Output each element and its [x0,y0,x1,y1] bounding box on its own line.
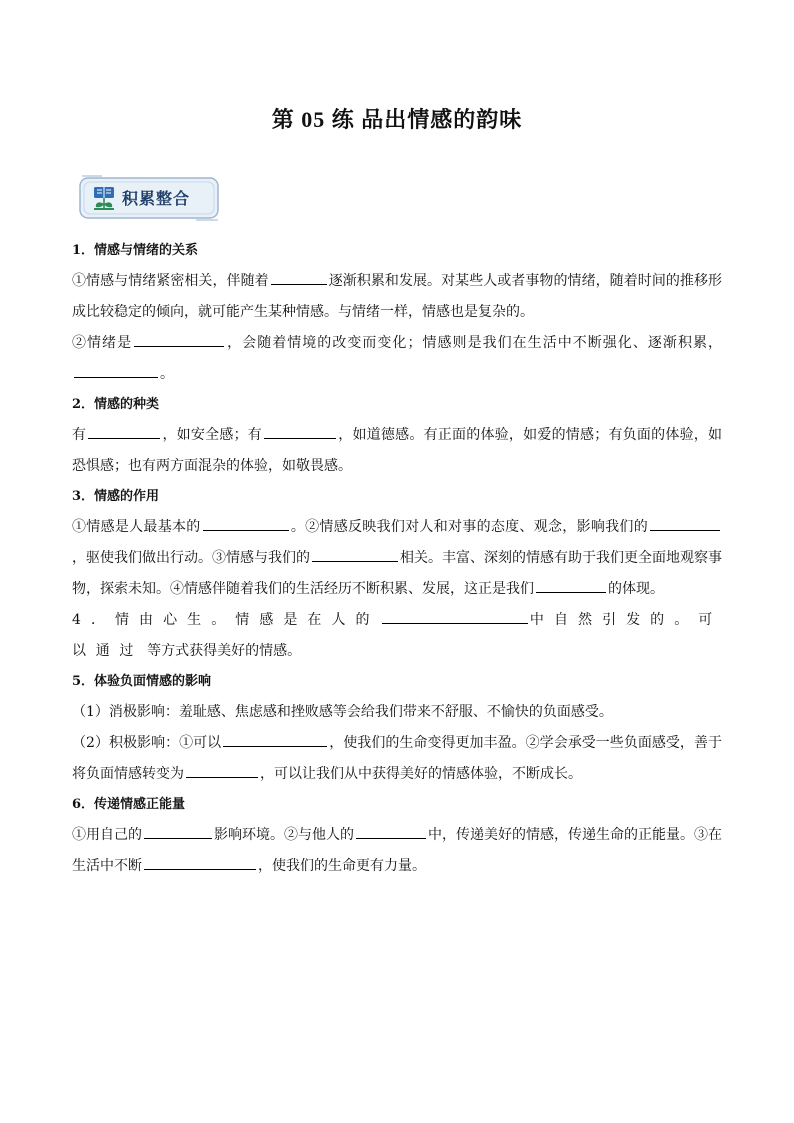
paragraph: ①情感是人最基本的 。②情感反映我们对人和对事的态度、观念，影响我们的，驱使我们做出行动。③情感与我们的 相关。丰富、深刻的情感有助于我们更全面地观察事物，探索未知。④情感伴随着我们的生活经历不断积累、发展，这正是我们 的体现。 [72,512,722,605]
fill-blank[interactable] [223,732,327,747]
worksheet-content [72,236,722,882]
fill-blank[interactable] [134,332,224,347]
paragraph: 4．情由心生。情感是在人的 中自然引发的。可以通过 等方式获得美好的情感。 [72,605,722,667]
paragraph: （2）积极影响：①可以 ，使我们的生命变得更加丰盈。②学会承受一些负面感受，善于将负面情感转变为 ，可以让我们从中获得美好的情感体验，不断成长。 [72,728,722,790]
fill-blank[interactable] [356,824,426,839]
badge-label: 积累整合 [122,189,191,208]
fill-blank[interactable] [144,824,212,839]
fill-blank[interactable] [264,424,336,439]
fill-blank[interactable] [74,363,158,378]
page-title: 第 05 练 品出情感的韵味 [271,107,523,132]
fill-blank[interactable] [650,516,720,531]
fill-blank[interactable] [536,578,606,593]
paragraph: ②情绪是 ，会随着情境的改变而变化；情感则是我们在生活中不断强化、逐渐积累，。 [72,328,722,390]
fill-blank[interactable] [144,855,256,870]
section-badge [78,174,222,222]
section-heading: 6．传递情感正能量 [72,797,186,812]
fill-blank[interactable] [203,516,289,531]
paragraph: ①情感与情绪紧密相关，伴随着 逐渐积累和发展。对某些人或者事物的情绪，随着时间的推移形成比较稳定的倾向，就可能产生某种情感。与情绪一样，情感也是复杂的。 [72,266,722,328]
fill-blank[interactable] [186,763,258,778]
section-heading: 5．体验负面情感的影响 [72,674,212,689]
fill-blank[interactable] [312,547,398,562]
fill-blank[interactable] [271,270,327,285]
section-heading: 1．情感与情绪的关系 [72,243,199,258]
section-heading: 3．情感的作用 [72,489,160,504]
fill-blank[interactable] [88,424,160,439]
section-heading: 2．情感的种类 [72,397,160,412]
paragraph: ①用自己的 影响环境。②与他人的 中，传递美好的情感，传递生命的正能量。③在生活中不断 ，使我们的生命更有力量。 [72,820,722,882]
paragraph: （1）消极影响：羞耻感、焦虑感和挫败感等会给我们带来不舒服、不愉快的负面感受。 [72,704,613,720]
paragraph: 有 ，如安全感；有 ，如道德感。有正面的体验，如爱的情感；有负面的体验，如恐惧感；也有两方面混杂的体验，如敬畏感。 [72,420,722,482]
fill-blank[interactable] [382,609,528,624]
